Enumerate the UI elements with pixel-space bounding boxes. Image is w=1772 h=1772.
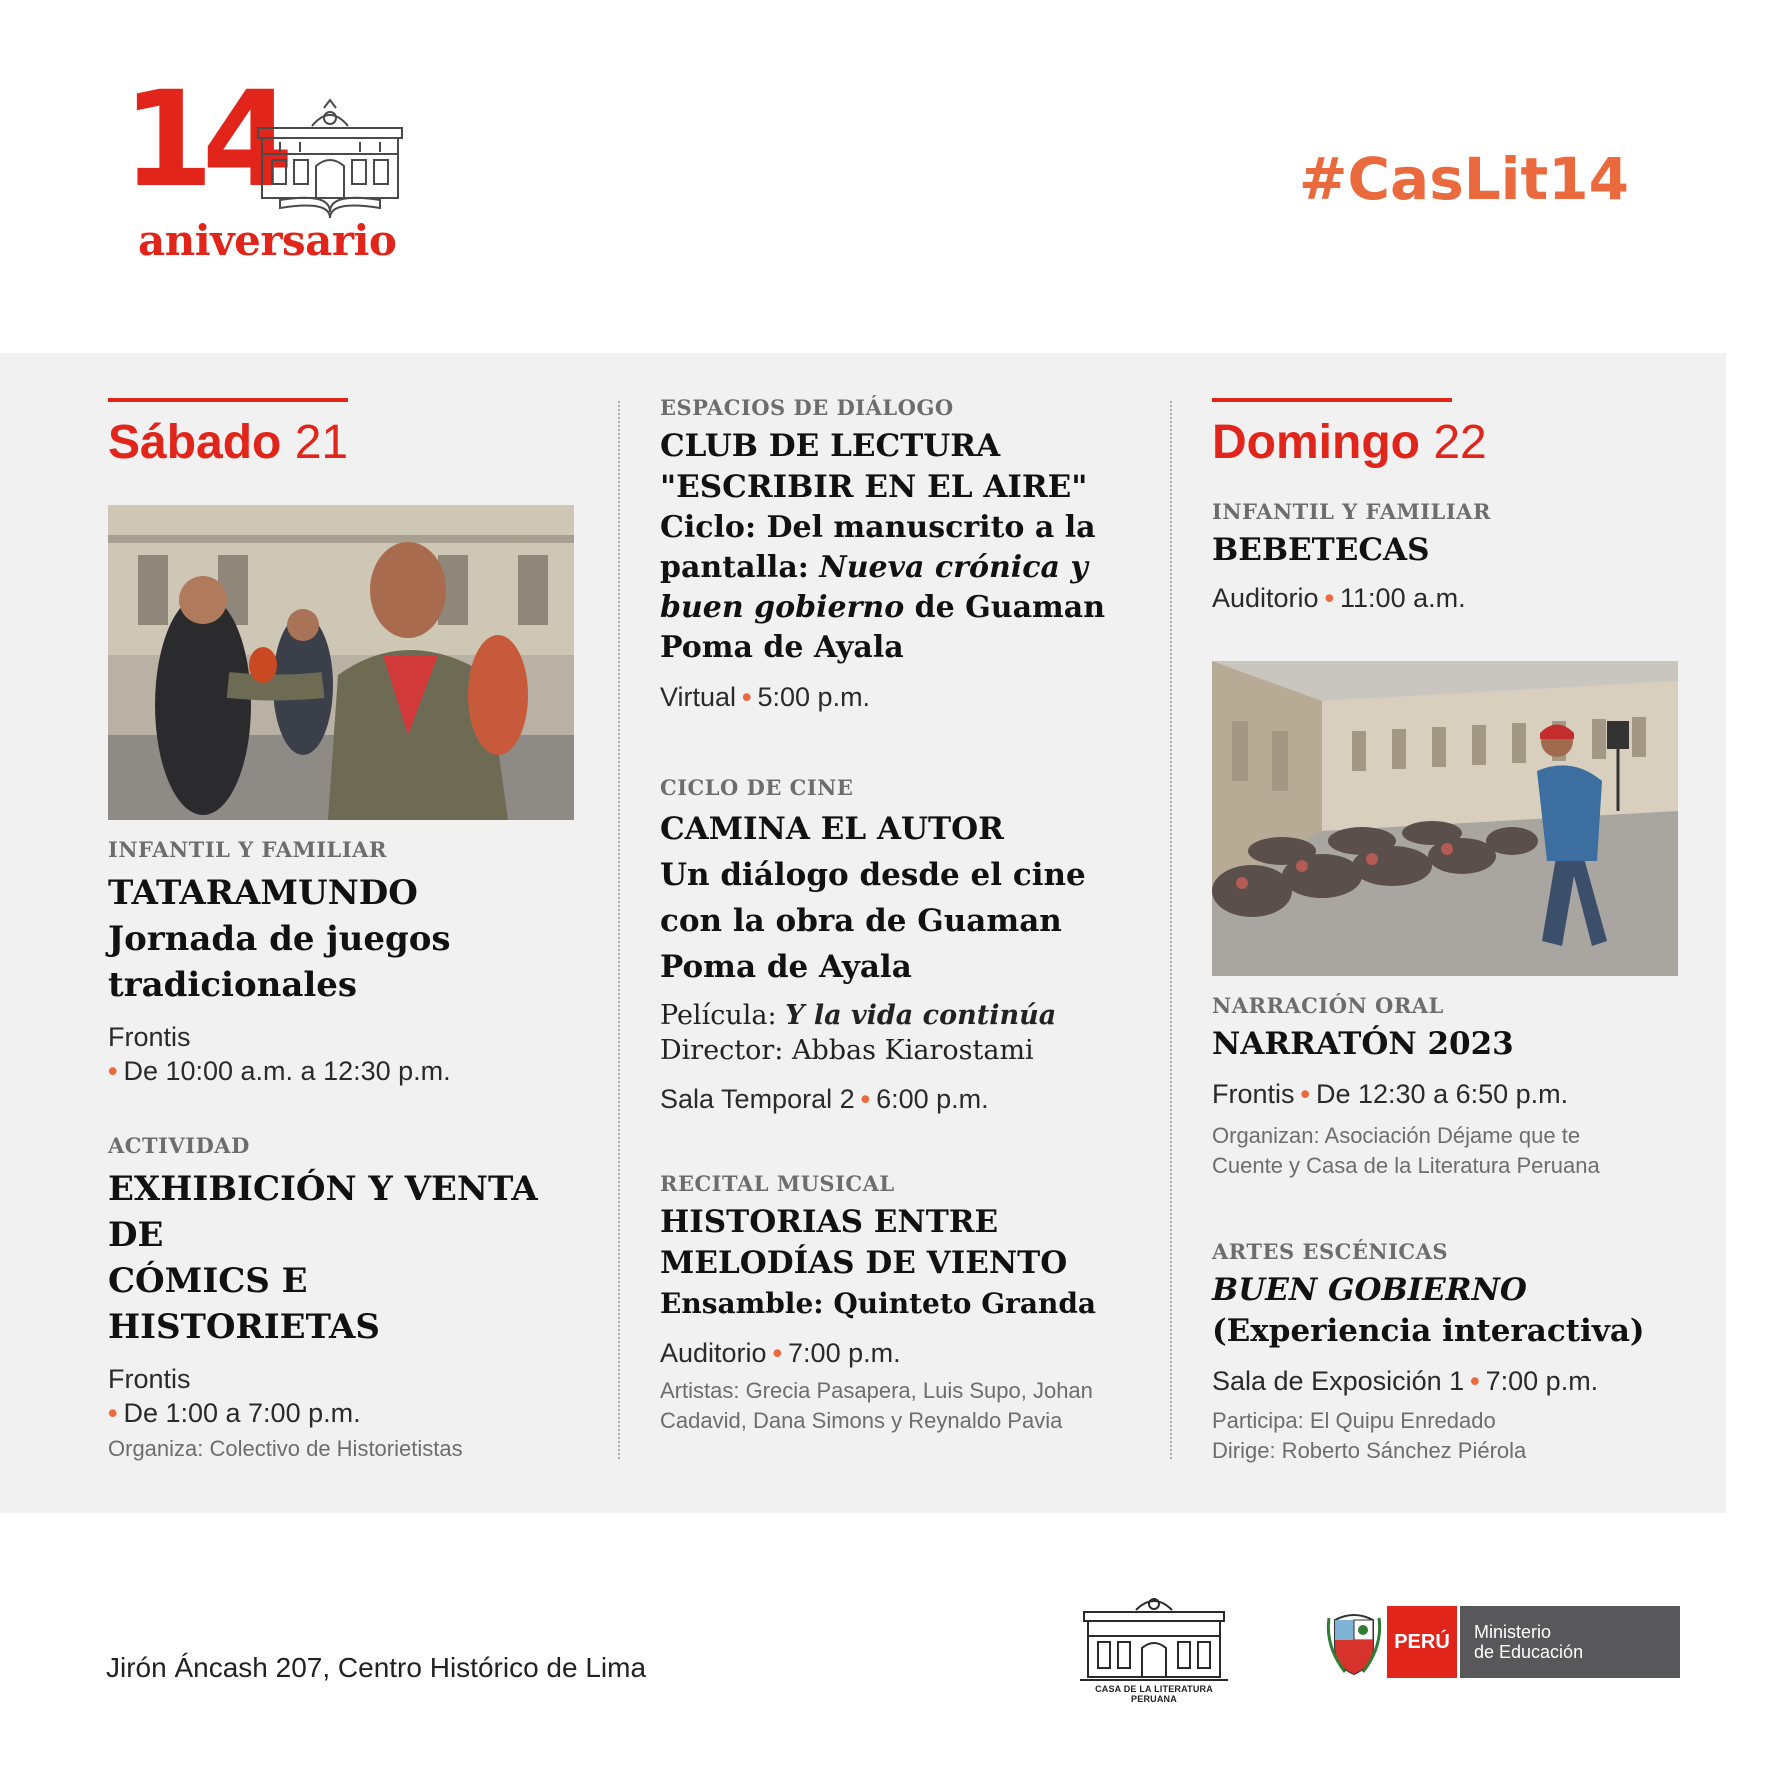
event-category: CICLO DE CINE	[660, 775, 854, 800]
event-place: Frontis	[108, 1022, 191, 1052]
casa-building-icon	[250, 96, 410, 221]
event-comics	[108, 1133, 588, 1464]
logo-number: 14	[122, 63, 282, 217]
event-note: Organiza: Colectivo de Historietistas	[108, 1436, 463, 1461]
event-time: • De 1:00 a 7:00 p.m.	[108, 1398, 361, 1428]
event-place-time: Sala de Exposición 1 • 7:00 p.m.	[1212, 1366, 1599, 1396]
event-note: Artistas: Grecia Pasapera, Luis Supo, Johan Cadavid, Dana Simons y Reynaldo Pavia	[660, 1378, 1093, 1433]
street-performance-photo	[1212, 661, 1678, 976]
event-place-time: Auditorio • 11:00 a.m.	[1212, 583, 1466, 613]
event-title: TATARAMUNDO Jornada de juegos tradicionales	[108, 873, 451, 1005]
ministry-logo	[1325, 1606, 1680, 1678]
casa-label: CASA DE LA LITERATURA PERUANA	[1095, 1684, 1213, 1704]
event-time: • De 10:00 a.m. a 12:30 p.m.	[108, 1056, 451, 1086]
event-recital	[660, 1171, 1160, 1436]
event-title: EXHIBICIÓN Y VENTA DE CÓMICS E HISTORIETAS	[108, 1169, 538, 1347]
event-place-time: Virtual • 5:00 p.m.	[660, 682, 871, 712]
hashtag: #CasLit14	[1298, 145, 1629, 213]
anniversary-logo	[118, 63, 418, 272]
event-subtitle: Ciclo: Del manuscrito a la pantalla: Nueva crónica y buen gobierno de Guaman Poma de Ayala	[660, 510, 1106, 665]
column-divider	[618, 401, 620, 1459]
event-category: NARRACIÓN ORAL	[1212, 993, 1444, 1018]
event-category: ACTIVIDAD	[108, 1133, 250, 1158]
event-title: NARRATÓN 2023	[1212, 1026, 1514, 1062]
event-title: CLUB DE LECTURA "ESCRIBIR EN EL AIRE"	[660, 428, 1088, 505]
casa-building-icon	[1074, 1586, 1234, 1684]
event-category: ESPACIOS DE DIÁLOGO	[660, 395, 954, 420]
sunday-title: Domingo 22	[1212, 416, 1487, 469]
program-panel	[0, 353, 1726, 1513]
event-category: RECITAL MUSICAL	[660, 1171, 895, 1196]
event-place-time: Sala Temporal 2 • 6:00 p.m.	[660, 1084, 989, 1114]
event-camina-el-autor	[660, 775, 1160, 1116]
event-note: Organizan: Asociación Déjame que te Cuente y Casa de la Literatura Peruana	[1212, 1123, 1600, 1178]
logo-word: aniversario	[138, 216, 397, 265]
spinning-top-photo	[108, 505, 574, 820]
ministry-label: Ministerio de Educación	[1460, 1606, 1680, 1678]
peru-coat-of-arms-icon	[1325, 1606, 1383, 1678]
event-subtitle: Ensamble: Quinteto Granda	[660, 1287, 1097, 1320]
peru-label: PERÚ	[1387, 1606, 1457, 1678]
day-rule	[108, 398, 348, 402]
event-bebetecas	[1212, 499, 1692, 615]
event-place-time: Auditorio • 7:00 p.m.	[660, 1338, 901, 1368]
event-category: INFANTIL Y FAMILIAR	[1212, 499, 1491, 524]
event-category: ARTES ESCÉNICAS	[1212, 1239, 1449, 1264]
event-place: Frontis	[108, 1364, 191, 1394]
event-club-lectura	[660, 395, 1160, 714]
event-buen-gobierno	[1212, 1239, 1712, 1466]
saturday-title: Sábado 21	[108, 416, 349, 469]
event-title: BUEN GOBIERNO (Experiencia interactiva)	[1212, 1272, 1645, 1349]
venue-address: Jirón Áncash 207, Centro Histórico de Lima	[106, 1652, 647, 1683]
event-category: INFANTIL Y FAMILIAR	[108, 837, 387, 862]
event-note: Participa: El Quipu Enredado Dirige: Roberto Sánchez Piérola	[1212, 1408, 1527, 1463]
event-title: BEBETECAS	[1212, 532, 1430, 568]
event-place-time: Frontis • De 12:30 a 6:50 p.m.	[1212, 1079, 1569, 1109]
column-divider	[1170, 401, 1172, 1459]
event-title: CAMINA EL AUTOR Un diálogo desde el cine con la obra de Guaman Poma de Ayala	[660, 811, 1086, 985]
event-narraton	[1212, 993, 1712, 1181]
day-rule	[1212, 398, 1452, 402]
casa-literatura-logo	[1074, 1586, 1234, 1704]
event-credits: Película: Y la vida continúa Director: Abbas Kiarostami	[660, 1000, 1057, 1066]
event-tataramundo	[108, 837, 588, 1088]
event-title: HISTORIAS ENTRE MELODÍAS DE VIENTO	[660, 1204, 1068, 1281]
